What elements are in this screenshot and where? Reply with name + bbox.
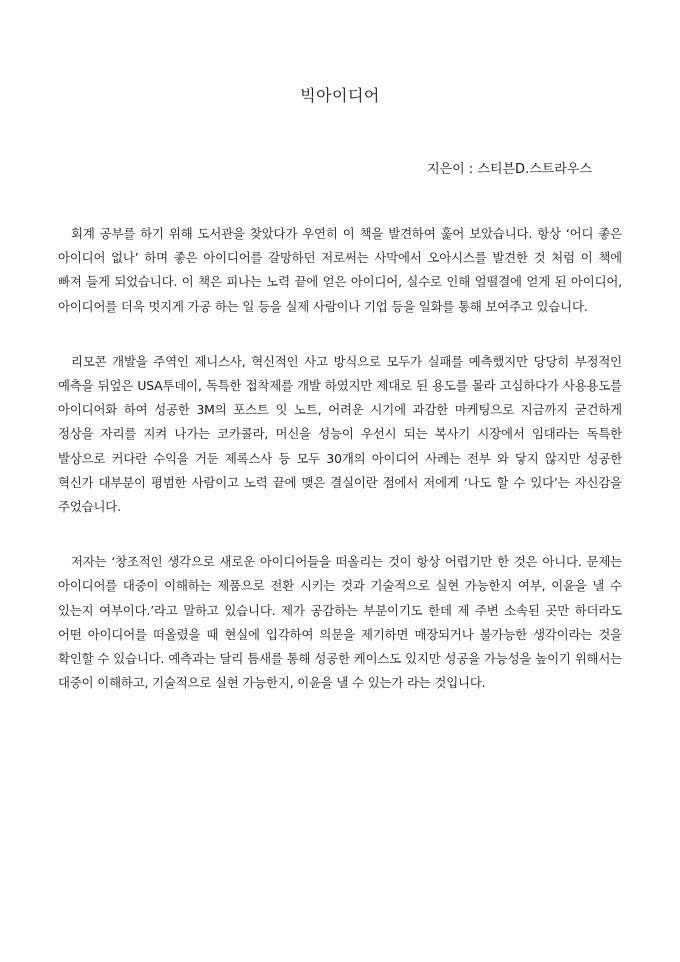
author-line: 지은이 : 스티븐D.스트라우스 (427, 162, 592, 177)
body-paragraph-2: 리모콘 개발을 주역인 제니스사, 혁신적인 사고 방식으로 모두가 실패를 예측했지만 당당히 부정적인 예측을 뒤엎은 USA투데이, 독특한 접착제를 개발 하였지만 제대로 된 용도를 몰라 고심하다가 사용용도를 아이디어화 하여 성공한 3M의 포스트 잇 노트, 어려운 시기에 과감한 마케팅으로 지금까지 굳건하게 정상을 자리를 지켜 나가는 코카콜라, 머신을 성능이 우선시 되는 복사기 시장에서 임대라는 독특한 발상으로 커다란 수익을 거둔 제록스사 등 모두 30개의 아이디어 사례는 전부 와 닿지 않지만 성공한 혁신가 대부분이 평범한 사람이고 노력 끝에 맺은 결실이란 점에서 저에게 ‘나도 할 수 있다’는 자신감을 주었습니다. (58, 353, 622, 515)
document-title: 빅아이디어 (300, 86, 380, 105)
document-body (58, 222, 622, 726)
body-paragraph-3: 저자는 ‘창조적인 생각으로 새로운 아이디어들을 떠올리는 것이 항상 어렵기만 한 것은 아니다. 문제는 아이디어를 대중이 이해하는 제품으로 전환 시키는 것과 기술적으로 실현 가능한지 여부, 이윤을 낼 수 있는지 여부이다.’라고 말하고 있습니다. 제가 공감하는 부분이기도 한데 제 주변 소속된 곳만 하더라도 어떤 아이디어를 떠올렸을 때 현실에 입각하여 의문을 제기하면 매장되거나 불가능한 생각이라는 것을 확인할 수 있습니다. 예측과는 달리 틈새를 통해 성공한 케이스도 있지만 성공을 가능성을 높이기 위해서는 대중이 이해하고, 기술적으로 실현 가능한지, 이윤을 낼 수 있는가 라는 것입니다. (58, 554, 622, 691)
body-paragraph-1: 회계 공부를 하기 위해 도서관을 찾았다가 우연히 이 책을 발견하여 훑어 보았습니다. 항상 ‘어디 좋은 아이디어 없나’ 하며 좋은 아이디어를 갈망하던 저로써는 사막에서 오아시스를 발견한 것 처럼 이 책에 빠져 들게 되었습니다. 이 책은 피나는 노력 끝에 얻은 아이디어, 실수로 인해 얼떨결에 얻게 된 아이디어, 아이디어를 더욱 멋지게 가공 하는 일 등을 실제 사람이나 기업 등을 일화를 통해 보여주고 있습니다. (58, 226, 622, 314)
